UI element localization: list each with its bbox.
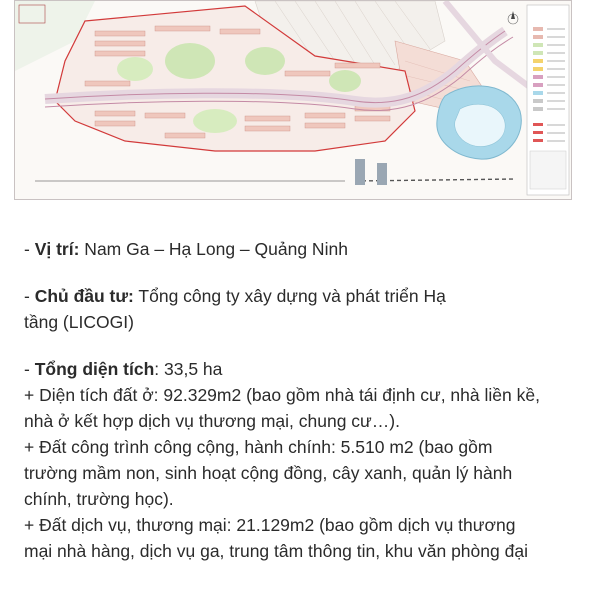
public-land-line-1: + Đất công trình công cộng, hành chính: 5.510 m2 (bao gồm — [24, 437, 493, 457]
total-area-paragraph — [24, 356, 584, 564]
commercial-land-line-2: mại nhà hàng, dịch vụ ga, trung tâm thông tin, khu văn phòng đại — [24, 541, 528, 561]
total-area-value: : 33,5 ha — [154, 359, 223, 379]
location-paragraph — [24, 236, 584, 262]
master-plan-map-image — [14, 0, 572, 200]
investor-value-line2: tầng (LICOGI) — [24, 312, 134, 332]
location-value: Nam Ga – Hạ Long – Quảng Ninh — [79, 239, 348, 259]
residential-land-line-2: nhà ở kết hợp dịch vụ thương mại, chung cư…). — [24, 411, 400, 431]
investor-prefix: - — [24, 286, 35, 306]
total-area-label: Tổng diện tích — [34, 359, 155, 379]
project-info — [24, 236, 584, 564]
investor-value-line1: Tổng công ty xây dựng và phát triển Hạ — [133, 286, 446, 306]
master-plan-map-icon — [15, 1, 572, 200]
investor-paragraph — [24, 283, 584, 335]
total-area-prefix: - — [24, 359, 35, 379]
residential-land-line-1: + Diện tích đất ở: 92.329m2 (bao gồm nhà tái định cư, nhà liền kề, — [24, 385, 540, 405]
public-land-line-2: trường mầm non, sinh hoạt cộng đồng, cây xanh, quản lý hành — [24, 463, 513, 483]
public-land-line-3: chính, trường học). — [24, 489, 174, 509]
location-label: Vị trí: — [34, 239, 80, 259]
investor-label: Chủ đầu tư: — [34, 286, 134, 306]
commercial-land-line-1: + Đất dịch vụ, thương mại: 21.129m2 (bao gồm dịch vụ thương — [24, 515, 516, 535]
location-prefix: - — [24, 239, 35, 259]
